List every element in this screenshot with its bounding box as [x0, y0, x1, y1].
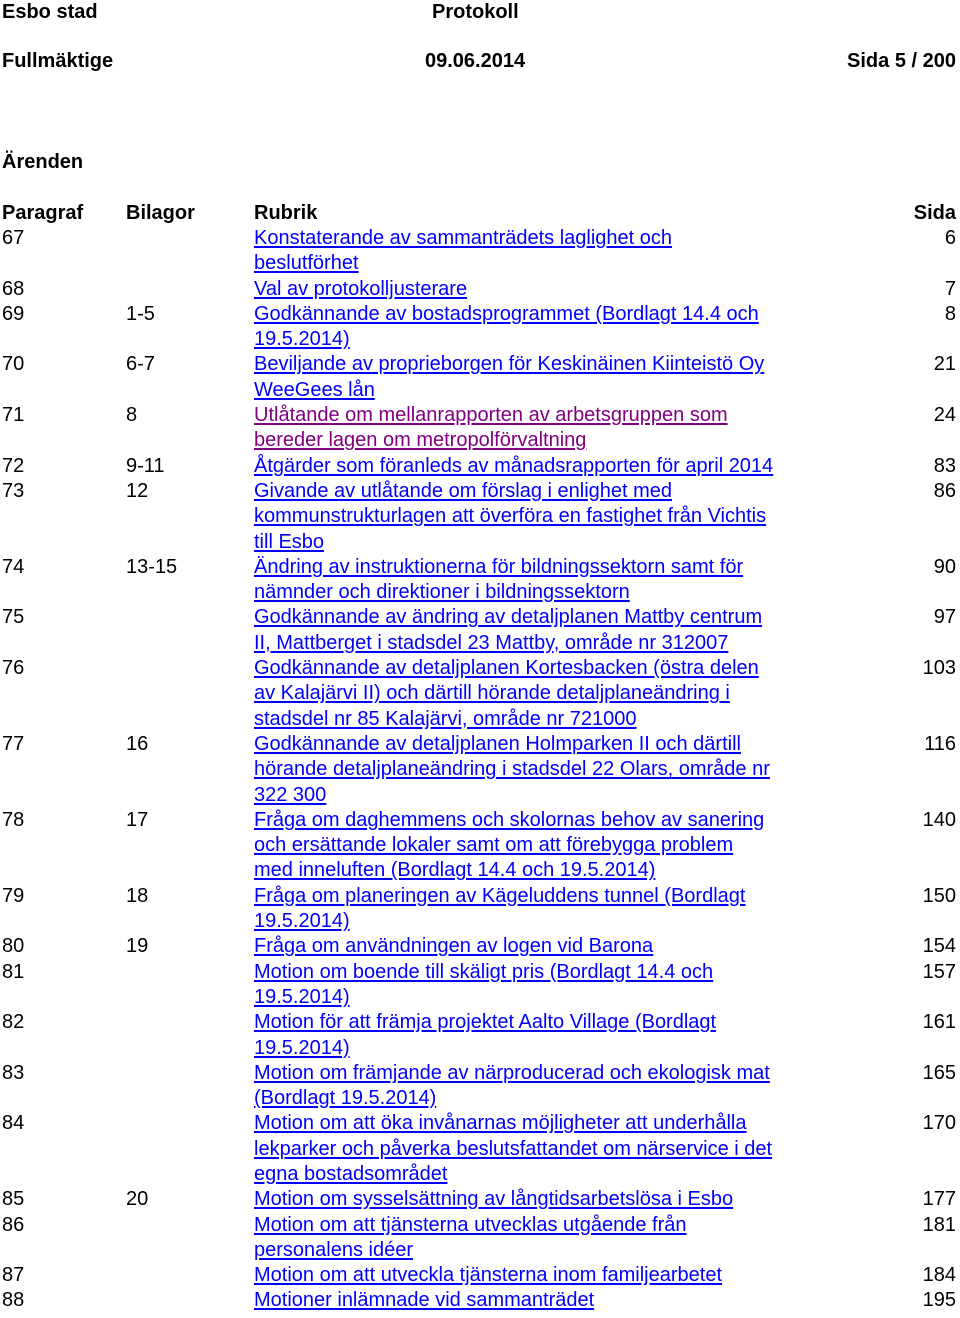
- attachments: 6-7: [126, 353, 155, 376]
- paragraph-number: 85: [2, 1188, 25, 1211]
- column-header-paragraf: Paragraf: [2, 202, 84, 224]
- page-reference: 161: [922, 1011, 956, 1034]
- agenda-item-link[interactable]: [254, 1263, 834, 1288]
- table-row: [0, 884, 960, 935]
- table-row: [0, 555, 960, 606]
- table-row: [0, 226, 960, 277]
- meeting-date: 09.06.2014: [425, 50, 526, 72]
- paragraph-number: 83: [2, 1061, 25, 1084]
- agenda-item-title-line: Motioner inlämnade vid sammanträdet: [254, 1289, 595, 1312]
- agenda-item-title-line: Motion för att främja projektet Aalto Village (Bordlagt: [254, 1011, 717, 1034]
- agenda-item-link[interactable]: [254, 277, 834, 302]
- table-row: [0, 1187, 960, 1212]
- page-reference: 7: [944, 277, 956, 300]
- agenda-item-title-line: WeeGees lån: [254, 378, 375, 401]
- agenda-item-title-line: II, Mattberget i stadsdel 23 Mattby, område nr 312007: [254, 631, 729, 654]
- table-row: [0, 403, 960, 454]
- attachments: 1-5: [126, 302, 155, 325]
- agenda-item-title-line: Motion om boende till skäligt pris (Bordlagt 14.4 och: [254, 960, 714, 983]
- agenda-item-title-line: Motion om att öka invånarnas möjligheter att underhålla: [254, 1112, 747, 1135]
- agenda-item-title-line: beslutförhet: [254, 252, 359, 275]
- paragraph-number: 73: [2, 479, 25, 502]
- agenda-item-title-line: Val av protokolljusterare: [254, 277, 468, 300]
- page-reference: 97: [933, 606, 956, 629]
- page-reference: 24: [933, 404, 956, 427]
- attachments: 8: [126, 404, 138, 427]
- agenda-item-title-line: kommunstrukturlagen att överföra en fastighet från Vichtis: [254, 505, 767, 528]
- agenda-item-title-line: Godkännande av ändring av detaljplanen Mattby centrum: [254, 606, 763, 629]
- org-name: Esbo stad: [2, 1, 98, 23]
- paragraph-number: 74: [2, 555, 25, 578]
- agenda-item-title-line: lekparker och påverka beslutsfattandet om närservice i det: [254, 1137, 773, 1160]
- table-row: [0, 1111, 960, 1187]
- paragraph-number: 78: [2, 808, 25, 831]
- agenda-item-link[interactable]: [254, 656, 834, 732]
- page-reference: 90: [933, 555, 956, 578]
- agenda-item-link[interactable]: [254, 808, 834, 884]
- agenda-item-link[interactable]: [254, 1111, 834, 1187]
- agenda-item-title-line: Fråga om planeringen av Kägeluddens tunnel (Bordlagt: [254, 884, 746, 907]
- paragraph-number: 70: [2, 353, 25, 376]
- attachments: 20: [126, 1188, 149, 1211]
- paragraph-number: 79: [2, 884, 25, 907]
- table-row: [0, 479, 960, 555]
- column-header-sida: Sida: [913, 202, 956, 224]
- attachments: 18: [126, 884, 149, 907]
- paragraph-number: 84: [2, 1112, 25, 1135]
- table-row: [0, 277, 960, 302]
- agenda-item-link[interactable]: [254, 352, 834, 403]
- agenda-item-title-line: med inneluften (Bordlagt 14.4 och 19.5.2014): [254, 859, 656, 882]
- page-reference: 181: [922, 1213, 956, 1236]
- table-row: [0, 808, 960, 884]
- page-reference: 8: [944, 302, 956, 325]
- agenda-item-title-line: till Esbo: [254, 530, 325, 553]
- agenda-item-title-line: 322 300: [254, 783, 327, 806]
- body-name: Fullmäktige: [2, 50, 114, 72]
- page-reference: 6: [944, 227, 956, 249]
- section-title: Ärenden: [2, 151, 84, 173]
- attachments: 12: [126, 479, 149, 502]
- table-row: [0, 1263, 960, 1288]
- agenda-item-link[interactable]: [254, 1187, 834, 1212]
- paragraph-number: 82: [2, 1011, 25, 1034]
- attachments: 13-15: [126, 555, 178, 578]
- agenda-item-link[interactable]: [254, 226, 834, 277]
- page-reference: 195: [922, 1289, 956, 1312]
- page-reference: 177: [922, 1188, 956, 1211]
- agenda-item-title-line: 19.5.2014): [254, 985, 350, 1008]
- attachments: 9-11: [126, 454, 165, 477]
- page-reference: 140: [922, 808, 956, 831]
- paragraph-number: 71: [2, 404, 25, 427]
- agenda-item-title-line: Motion om att utveckla tjänsterna inom familjearbetet: [254, 1264, 722, 1287]
- page-reference: 86: [933, 479, 956, 502]
- agenda-item-title-line: bereder lagen om metropolförvaltning: [254, 429, 587, 452]
- agenda-item-link[interactable]: [254, 1010, 834, 1061]
- column-header-rubrik: Rubrik: [254, 202, 318, 224]
- page-reference: 103: [922, 657, 956, 680]
- agenda-item-title-line: och ersättande lokaler samt om att förebygga problem: [254, 834, 734, 857]
- agenda-item-title-line: Godkännande av bostadsprogrammet (Bordlagt 14.4 och: [254, 302, 759, 325]
- agenda-item-title-line: Utlåtande om mellanrapporten av arbetsgruppen som: [254, 404, 728, 427]
- table-row: [0, 1213, 960, 1264]
- table-row: [0, 934, 960, 959]
- agenda-item-title-line: 19.5.2014): [254, 328, 350, 351]
- table-row: [0, 1288, 960, 1313]
- table-row: [0, 656, 960, 732]
- agenda-item-link[interactable]: [254, 605, 834, 656]
- paragraph-number: 67: [2, 227, 25, 249]
- agenda-item-link[interactable]: [254, 732, 834, 808]
- table-row: [0, 732, 960, 808]
- paragraph-number: 72: [2, 454, 25, 477]
- table-row: [0, 960, 960, 1011]
- agenda-item-title-line: egna bostadsområdet: [254, 1162, 448, 1185]
- agenda-item-title-line: Motion om att tjänsterna utvecklas utgående från: [254, 1213, 687, 1236]
- agenda-item-title-line: Givande av utlåtande om förslag i enlighet med: [254, 479, 673, 502]
- agenda-item-title-line: Åtgärder som föranleds av månadsrapporten för april 2014: [254, 454, 774, 477]
- agenda-table: [0, 226, 960, 1314]
- attachments: 17: [126, 808, 149, 831]
- page-reference: 165: [922, 1061, 956, 1084]
- agenda-item-link[interactable]: [254, 479, 834, 555]
- paragraph-number: 80: [2, 935, 25, 958]
- agenda-item-title-line: nämnder och direktioner i bildningssektorn: [254, 581, 630, 604]
- agenda-item-title-line: Konstaterande av sammanträdets laglighet och: [254, 227, 673, 249]
- agenda-item-title-line: personalens idéer: [254, 1238, 413, 1261]
- table-row: [0, 1061, 960, 1112]
- table-row: [0, 302, 960, 353]
- agenda-item-link[interactable]: [254, 1288, 834, 1313]
- agenda-item-title-line: Godkännande av detaljplanen Kortesbacken (östra delen: [254, 657, 759, 680]
- agenda-item-link[interactable]: [254, 454, 834, 479]
- agenda-item-title-line: Beviljande av proprieborgen för Keskinäinen Kiinteistö Oy: [254, 353, 765, 376]
- agenda-item-title-line: Motion om sysselsättning av långtidsarbetslösa i Esbo: [254, 1188, 734, 1211]
- page-reference: 184: [922, 1264, 956, 1287]
- page-reference: 170: [922, 1112, 956, 1135]
- page-number: Sida 5 / 200: [847, 50, 956, 72]
- agenda-item-title-line: av Kalajärvi II) och därtill hörande detaljplaneändring i: [254, 682, 730, 705]
- agenda-item-link[interactable]: [254, 934, 834, 959]
- page-reference: 157: [922, 960, 956, 983]
- agenda-item-title-line: Fråga om användningen av logen vid Barona: [254, 935, 654, 958]
- page-reference: 154: [922, 935, 956, 958]
- paragraph-number: 69: [2, 302, 25, 325]
- table-row: [0, 605, 960, 656]
- agenda-item-title-line: (Bordlagt 19.5.2014): [254, 1087, 437, 1110]
- attachments: 16: [126, 732, 149, 755]
- page-reference: 116: [924, 732, 956, 755]
- table-row: [0, 1010, 960, 1061]
- page-reference: 21: [933, 353, 956, 376]
- agenda-item-link[interactable]: [254, 1213, 834, 1264]
- page-reference: 83: [933, 454, 956, 477]
- agenda-item-title-line: 19.5.2014): [254, 910, 350, 933]
- paragraph-number: 87: [2, 1264, 25, 1287]
- agenda-item-title-line: Fråga om daghemmens och skolornas behov av sanering: [254, 808, 765, 831]
- doc-type: Protokoll: [432, 1, 519, 23]
- agenda-item-link[interactable]: [254, 403, 834, 454]
- agenda-item-link[interactable]: [254, 302, 834, 353]
- column-header-bilagor: Bilagor: [126, 202, 195, 224]
- agenda-item-title-line: Godkännande av detaljplanen Holmparken II och därtill: [254, 732, 741, 755]
- agenda-item-title-line: stadsdel nr 85 Kalajärvi, område nr 721000: [254, 707, 637, 730]
- agenda-item-title-line: Motion om främjande av närproducerad och ekologisk mat: [254, 1061, 770, 1084]
- paragraph-number: 68: [2, 277, 25, 300]
- agenda-item-link[interactable]: [254, 960, 834, 1011]
- agenda-item-link[interactable]: [254, 555, 834, 606]
- attachments: 19: [126, 935, 149, 958]
- paragraph-number: 86: [2, 1213, 25, 1236]
- agenda-item-title-line: 19.5.2014): [254, 1036, 350, 1059]
- paragraph-number: 88: [2, 1289, 25, 1312]
- agenda-item-link[interactable]: [254, 1061, 834, 1112]
- paragraph-number: 81: [2, 960, 25, 983]
- agenda-item-link[interactable]: [254, 884, 834, 935]
- page-reference: 150: [922, 884, 956, 907]
- paragraph-number: 77: [2, 732, 25, 755]
- agenda-item-title-line: hörande detaljplaneändring i stadsdel 22 Olars, område nr: [254, 758, 770, 781]
- agenda-item-title-line: Ändring av instruktionerna för bildningssektorn samt för: [254, 555, 744, 578]
- paragraph-number: 76: [2, 657, 25, 680]
- table-row: [0, 454, 960, 479]
- table-row: [0, 352, 960, 403]
- paragraph-number: 75: [2, 606, 25, 629]
